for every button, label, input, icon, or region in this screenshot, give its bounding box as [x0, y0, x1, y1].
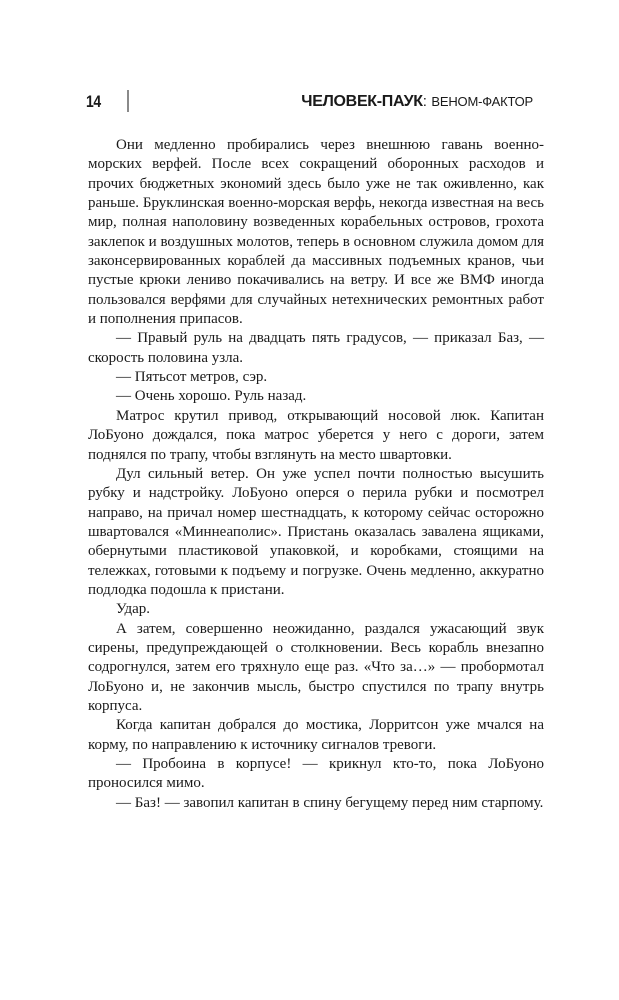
title-separator: : [422, 93, 427, 110]
paragraph: Матрос крутил привод, открывающий носовой люк. Капитан ЛоБуоно дождался, пока матрос уберется у него с дороги, затем поднялся по трапу, чтобы взглянуть на место швартовки. [88, 407, 544, 463]
paragraph: — Пятьсот метров, сэр. [116, 369, 268, 386]
paragraph: Дул сильный ветер. Он уже успел почти полностью высушить рубку и надстройку. ЛоБуоно оперся о перила рубки и посмотрел направо, на причал номер шестнадцать, к которому сейчас осторожно швартовался «Миннеаполис». Пристань оказалась завалена ящиками, обернутыми пластиковой упаковкой, и коробками, стоящими на тележках, готовыми к подъему и погрузке. Очень медленно, аккуратно подлодка подошла к пристани. [88, 465, 544, 598]
page-header [0, 92, 619, 120]
paragraph: Они медленно пробирались через внешнюю гавань военно-морских верфей. После всех сокращений оборонных расходов и прочих бюджетных экономий здесь было уже не так оживленно, как раньше. Бруклинская военно-морская верфь, некогда известная на весь мир, полная наполовину возведенных корабельных островов, грохота заклепок и воздушных молотов, теперь в основном служила домом для законсервированных кораблей да массивных подъемных кранов, чьи пустые крюки лениво покачивались на ветру. И все же ВМФ иногда пользовался верфями для случайных нетехнических ремонтных работ и пополнения припасов. [88, 137, 544, 328]
paragraph: — Баз! — завопил капитан в спину бегущему перед ним старпому. [116, 794, 544, 811]
paragraph: Когда капитан добрался до мостика, Лорритсон уже мчался на корму, по направлению к источнику сигналов тревоги. [88, 717, 544, 753]
header-divider [127, 90, 129, 112]
paragraph: Удар. [116, 601, 151, 618]
series-title: ЧЕЛОВЕК-ПАУК [301, 93, 423, 110]
body-text [88, 136, 544, 813]
paragraph: А затем, совершенно неожиданно, раздался ужасающий звук сирены, предупреждающей о столкновении. Весь корабль внезапно содрогнулся, затем его тряхнуло еще раз. «Что за…» — пробормотал ЛоБуоно и, не закончив мысль, быстро спустился по трапу внутрь корпуса. [88, 620, 544, 714]
page-number: 14 [86, 92, 101, 111]
paragraph: — Правый руль на двадцать пять градусов, — приказал Баз, — скорость половина узла. [88, 330, 544, 366]
paragraph: — Очень хорошо. Руль назад. [116, 388, 307, 405]
running-title [301, 92, 533, 112]
book-subtitle: ВЕНОМ-ФАКТОР [431, 94, 533, 109]
paragraph: — Пробоина в корпусе! — крикнул кто-то, пока ЛоБуоно проносился мимо. [88, 756, 544, 792]
